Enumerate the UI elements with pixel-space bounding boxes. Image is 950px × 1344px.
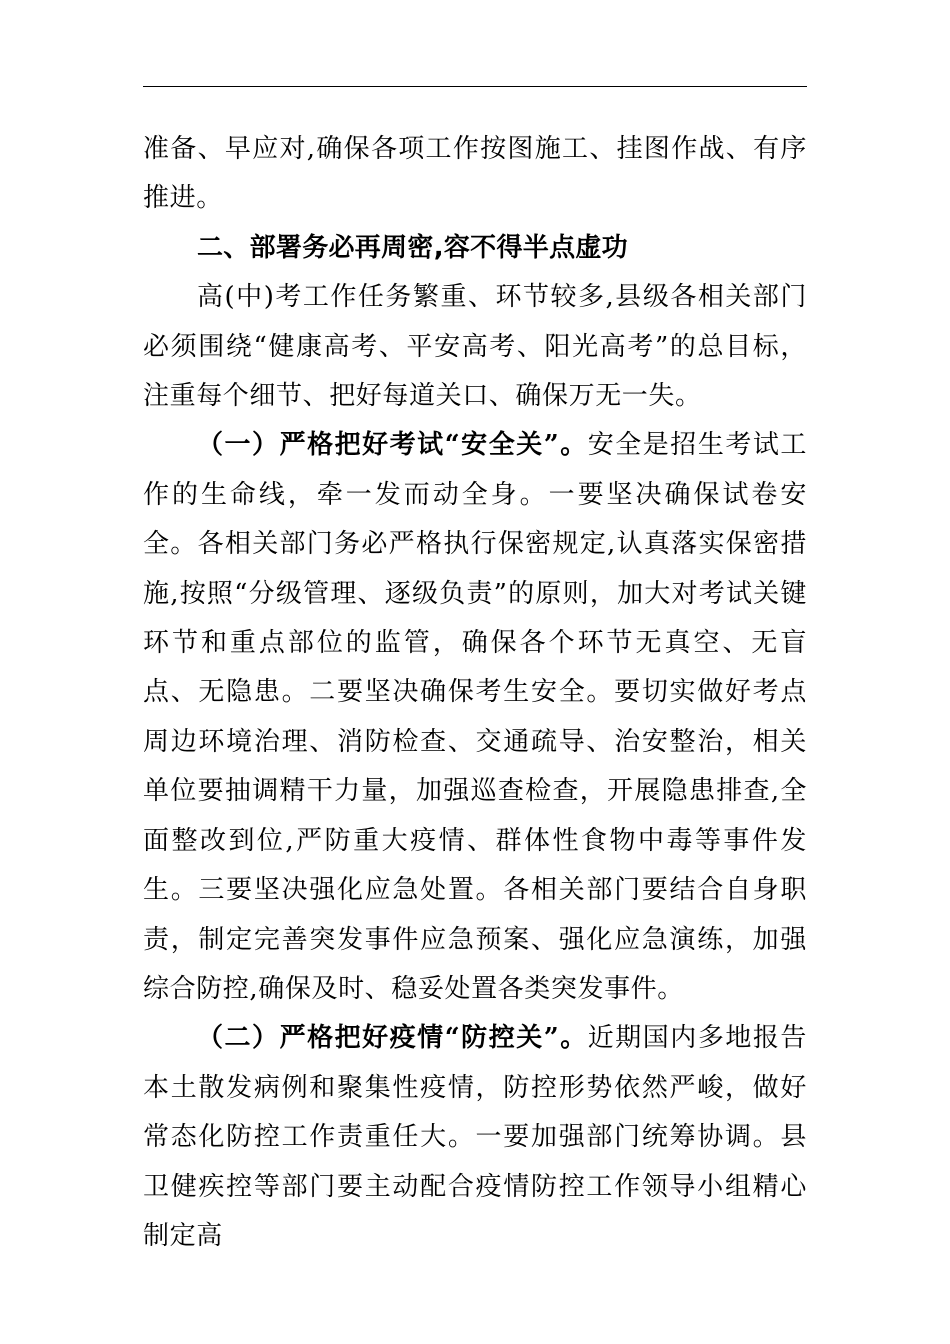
subsection-2-paragraph — [143, 1014, 807, 1261]
subsection-1-paragraph — [143, 421, 807, 1014]
section-heading: 二、部署务必再周密,容不得半点虚功 — [197, 232, 628, 263]
subsection-1-body: 安全是招生考试工作的生命线，牵一发而动全身。一要坚决确保试卷安全。各相关部门务必严格执行保密规定,认真落实保密措施,按照“分级管理、逐级负责”的原则，加大对考试关键环节和重点部位的监管，确保各个环节无真空、无盲点、无隐患。二要坚决确保考生安全。要切实做好考点周边环境治理、消防检查、交通疏导、治安整治，相关单位要抽调精干力量，加强巡查检查，开展隐患排查,全面整改到位,严防重大疫情、群体性食物中毒等事件发生。三要坚决强化应急处置。各相关部门要结合自身职责，制定完善突发事件应急预案、强化应急演练，加强综合防控,确保及时、稳妥处置各类突发事件。 — [143, 430, 807, 1004]
document-body — [143, 125, 807, 1261]
continuation-paragraph: 准备、早应对,确保各项工作按图施工、挂图作战、有序推进。 — [143, 134, 807, 214]
subsection-2-body: 近期国内多地报告本土散发病例和聚集性疫情，防控形势依然严峻，做好常态化防控工作责重任大。一要加强部门统筹协调。县卫健疾控等部门要主动配合疫情防控工作领导小组精心制定高 — [143, 1023, 807, 1251]
intro-paragraph: 高(中)考工作任务繁重、环节较多,县级各相关部门必须围绕“健康高考、平安高考、阳光高考”的总目标，注重每个细节、把好每道关口、确保万无一失。 — [143, 282, 807, 412]
subsection-2-lead: （二）严格把好疫情“防控关”。 — [197, 1023, 588, 1054]
header-rule — [143, 86, 807, 87]
subsection-1-lead: （一）严格把好考试“安全关”。 — [197, 430, 588, 461]
